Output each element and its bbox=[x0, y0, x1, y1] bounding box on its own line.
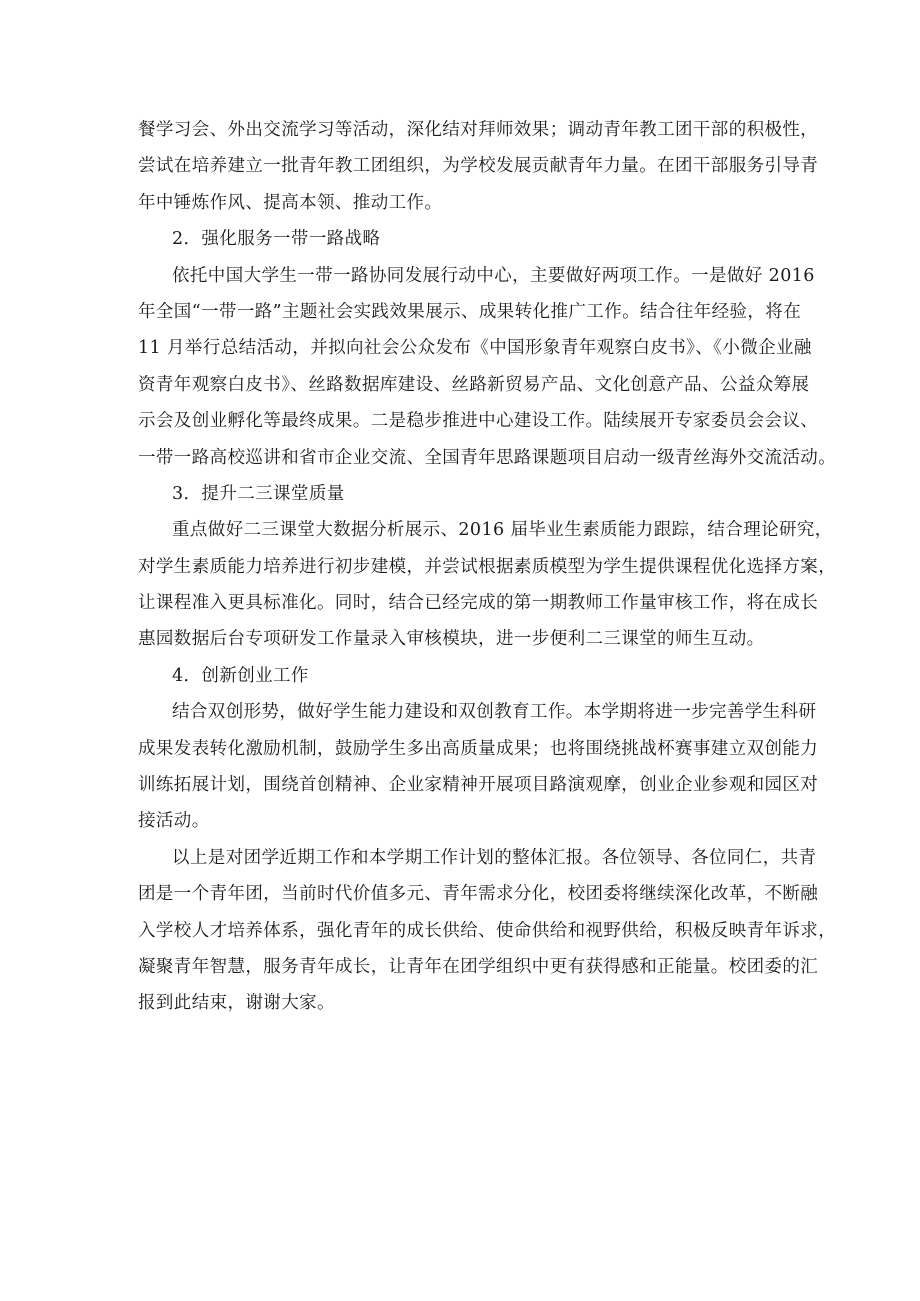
text-line: 一带一路高校巡讲和省市企业交流、全国青年思路课题项目启动一级青丝海外交流活动。 bbox=[138, 447, 837, 468]
text-line: 尝试在培养建立一批青年教工团组织，为学校发展贡献青年力量。在团干部服务引导青 bbox=[138, 156, 819, 177]
text-line: 重点做好二三课堂大数据分析展示、2016 届毕业生素质能力跟踪，结合理论研究， bbox=[172, 520, 833, 541]
heading-text: 3．提升二三课堂质量 bbox=[172, 483, 345, 504]
text-line: 让课程准入更具标准化。同时，结合已经完成的第一期教师工作量审核工作，将在成长 bbox=[138, 593, 819, 614]
heading-text: 4．创新创业工作 bbox=[172, 665, 309, 686]
text-line: 结合双创形势，做好学生能力建设和双创教育工作。本学期将进一步完善学生科研 bbox=[172, 702, 817, 723]
text-line: 报到此结束，谢谢大家。 bbox=[138, 993, 335, 1014]
document-body bbox=[138, 112, 837, 1022]
text-line: 成果发表转化激励机制，鼓励学生多出高质量成果；也将围绕挑战杯赛事建立双创能力 bbox=[138, 738, 819, 759]
paragraph-innovation bbox=[138, 694, 819, 840]
text-line: 凝聚青年智慧，服务青年成长，让青年在团学组织中更有获得感和正能量。校团委的汇 bbox=[138, 956, 819, 977]
section-heading-3 bbox=[138, 476, 790, 512]
text-line: 资青年观察白皮书》、丝路数据库建设、丝路新贸易产品、文化创意产品、公益众筹展 bbox=[138, 374, 810, 395]
text-line: 训练拓展计划，围绕首创精神、企业家精神开展项目路演观摩，创业企业参观和园区对 bbox=[138, 775, 819, 796]
text-line: 对学生素质能力培养进行初步建模，并尝试根据素质模型为学生提供课程优化选择方案， bbox=[138, 556, 837, 577]
text-line: 示会及创业孵化等最终成果。二是稳步推进中心建设工作。陆续展开专家委员会会议、 bbox=[138, 411, 819, 432]
text-line: 接活动。 bbox=[138, 811, 210, 832]
paragraph-continuation bbox=[138, 112, 819, 221]
text-line: 餐学习会、外出交流学习等活动，深化结对拜师效果；调动青年教工团干部的积极性， bbox=[138, 120, 819, 140]
section-heading-4 bbox=[138, 658, 790, 694]
text-line: 依托中国大学生一带一路协同发展行动中心，主要做好两项工作。一是做好 2016 bbox=[172, 265, 815, 286]
paragraph-closing bbox=[138, 840, 837, 1022]
paragraph-classroom-quality bbox=[138, 512, 837, 658]
section-heading-2 bbox=[138, 221, 790, 257]
paragraph-belt-and-road bbox=[138, 258, 837, 476]
text-line: 11 月举行总结活动，并拟向社会公众发布《中国形象青年观察白皮书》、《小微企业融 bbox=[138, 338, 812, 359]
text-line: 以上是对团学近期工作和本学期工作计划的整体汇报。各位领导、各位同仁，共青 bbox=[172, 847, 817, 868]
heading-text: 2．强化服务一带一路战略 bbox=[172, 229, 381, 250]
text-line: 团是一个青年团，当前时代价值多元、青年需求分化，校团委将继续深化改革，不断融 bbox=[138, 884, 819, 905]
text-line: 年全国“一带一路”主题社会实践效果展示、成果转化推广工作。结合往年经验，将在 bbox=[138, 301, 802, 322]
text-line: 入学校人才培养体系，强化青年的成长供给、使命供给和视野供给，积极反映青年诉求， bbox=[138, 920, 837, 941]
text-line: 年中锤炼作风、提高本领、推动工作。 bbox=[138, 192, 443, 213]
text-line: 惠园数据后台专项研发工作量录入审核模块，进一步便利二三课堂的师生互动。 bbox=[138, 629, 765, 650]
